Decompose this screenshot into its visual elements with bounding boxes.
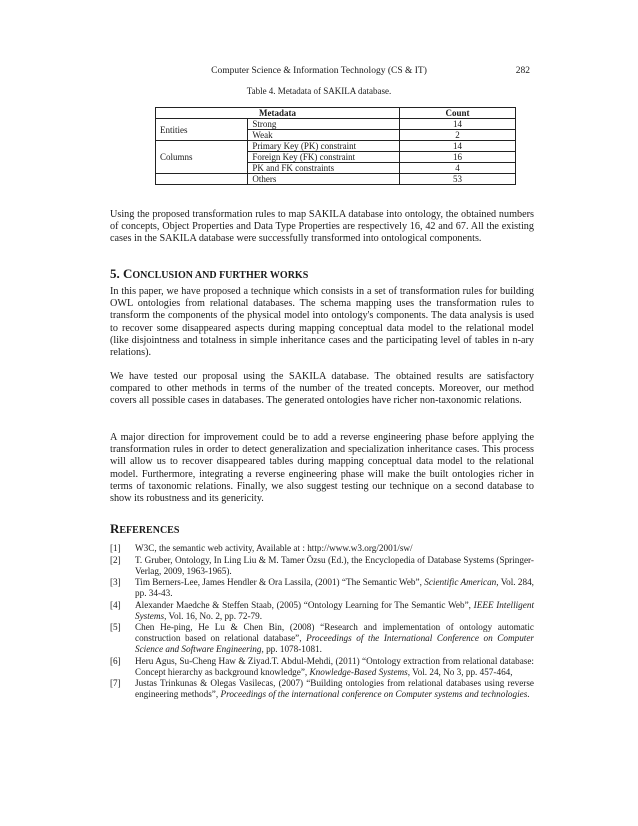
paragraph-text: We have tested our proposal using the SAKILA database. The obtained results are satisfactory compared to other methods in terms of the number of the treated concepts. Moreover, our method covers all possible cases in databases. The generated ontologies have richer non-taxonomic relations. (110, 371, 534, 407)
reference-details: pp. 1078-1081. (263, 644, 322, 654)
empty-cell (156, 174, 248, 185)
reference-number: [2] (110, 554, 121, 565)
conclusion-paragraph-1 (110, 286, 534, 359)
reference-details: , Vol. 16, No. 2, pp. 72-79. (164, 610, 263, 621)
row-count: 2 (400, 130, 516, 141)
conclusion-paragraph-3 (110, 432, 534, 505)
heading-text: ONCLUSION AND FURTHER WORKS (132, 270, 309, 281)
reference-venue: IEEE Intelligent Systems (135, 599, 534, 621)
reference-text: Chen He-ping, He Lu & Chen Bin, (2008) “Research and implementation of ontology automatic construction based on relational database”, (135, 622, 534, 643)
reference-list (110, 543, 534, 701)
reference-text: Heru Agus, Su-Cheng Haw & Ziyad.T. Abdul-Mehdi, (2011) “Ontology extraction from relational database: Concept hierarchy as background knowledge”, (135, 655, 534, 677)
row-count: 4 (400, 163, 516, 174)
reference-item (110, 656, 534, 678)
header-count: Count (400, 108, 516, 119)
paragraph-text: Using the proposed transformation rules to map SAKILA database into ontology, the obtained numbers of concepts, Object Properties and Data Type Properties are respectively 16, 42 and 67. All the existing cases in the SAKILA database were successfully transformed into ontological components. (110, 209, 534, 245)
reference-venue: Proceedings of the international conference on Computer systems and technologies (220, 689, 528, 699)
table-row (156, 174, 516, 185)
metadata-table (155, 107, 516, 185)
reference-number: [4] (110, 599, 121, 610)
reference-text: Tim Berners-Lee, James Hendler & Ora Lassila, (2001) “The Semantic Web”, (135, 577, 425, 587)
reference-details: . (527, 689, 530, 699)
reference-number: [3] (110, 577, 121, 587)
heading-number: R (110, 521, 120, 536)
table-caption: Table 4. Metadata of SAKILA database. (246, 86, 392, 96)
row-name: Weak (248, 130, 400, 141)
table-header-row (156, 108, 516, 119)
row-name: PK and FK constraints (248, 163, 400, 174)
reference-item (110, 555, 534, 577)
row-name: Foreign Key (FK) constraint (248, 152, 400, 163)
row-name: Primary Key (PK) constraint (248, 141, 400, 152)
row-count: 16 (400, 152, 516, 163)
reference-item (110, 622, 534, 655)
intro-paragraph (110, 209, 534, 246)
running-head: Computer Science & Information Technology (CS & IT) (211, 66, 427, 76)
row-name: Strong (248, 119, 400, 130)
reference-item (110, 678, 534, 700)
table-row (156, 119, 516, 130)
conclusion-paragraph-2 (110, 371, 534, 408)
reference-text: Justas Trinkunas & Olegas Vasilecas, (2007) “Building ontologies from relational databases using reverse engineering methods”, (135, 678, 534, 699)
reference-venue: Knowledge-Based Systems (309, 666, 408, 677)
table-row (156, 141, 516, 152)
row-count: 14 (400, 119, 516, 130)
row-count: 53 (400, 174, 516, 185)
group-label-entities: Entities (156, 119, 248, 141)
heading-number: 5. C (110, 266, 133, 281)
header-metadata: Metadata (156, 108, 400, 119)
paragraph-text: In this paper, we have proposed a technique which consists in a set of transformation rules for building OWL ontologies from relational databases. The schema mapping uses the transformation rules to transform the components of the physical model into ontology's components. The data analysis is used to recover some disappeared aspects during mapping conceptual data model to the relational model (like disjointness and totalness in simple inheritance cases and the participating level of tables in n-ary relations). (110, 286, 534, 359)
reference-venue: Proceedings of the International Conference on Computer Science and Software Engineering, (135, 633, 534, 654)
reference-number: [1] (110, 543, 121, 553)
page-number: 282 (515, 66, 530, 76)
section-heading-conclusion (110, 266, 308, 282)
reference-item (110, 600, 534, 622)
row-name: Others (248, 174, 400, 185)
reference-details: , Vol. 284, pp. 34-43. (135, 577, 534, 598)
heading-text: EFERENCES (119, 525, 180, 536)
section-heading-references (110, 521, 179, 537)
reference-number: [5] (110, 622, 121, 632)
reference-details: , Vol. 24, No 3, pp. 457-464, (407, 666, 513, 677)
reference-text: Alexander Maedche & Steffen Staab, (2005) “Ontology Learning for The Semantic Web”, (135, 599, 474, 610)
reference-item (110, 543, 534, 554)
reference-number: [7] (110, 678, 121, 688)
reference-text: W3C, the semantic web activity, Available at : http://www.w3.org/2001/sw/ (135, 543, 413, 553)
reference-item (110, 577, 534, 599)
paragraph-text: A major direction for improvement could be to add a reverse engineering phase before applying the transformation rules in order to detect generalization and specialization inheritance cases. This process will allow us to recover disappeared tables during mapping conceptual data model to the relational model. Furthermore, integrating a reverse engineering phase will make the built ontologies richer in terms of taxonomic relations. Finally, we also suggest testing our technique on a second database to show its robustness and its genericity. (110, 432, 534, 505)
reference-text: T. Gruber, Ontology, In Ling Liu & M. Tamer Özsu (Ed.), the Encyclopedia of Database Systems (Springer-Verlag, 2009, 1963-1965). (135, 554, 534, 576)
reference-number: [6] (110, 655, 121, 666)
reference-venue: Scientific American (424, 577, 497, 587)
row-count: 14 (400, 141, 516, 152)
group-label-columns: Columns (156, 141, 248, 174)
